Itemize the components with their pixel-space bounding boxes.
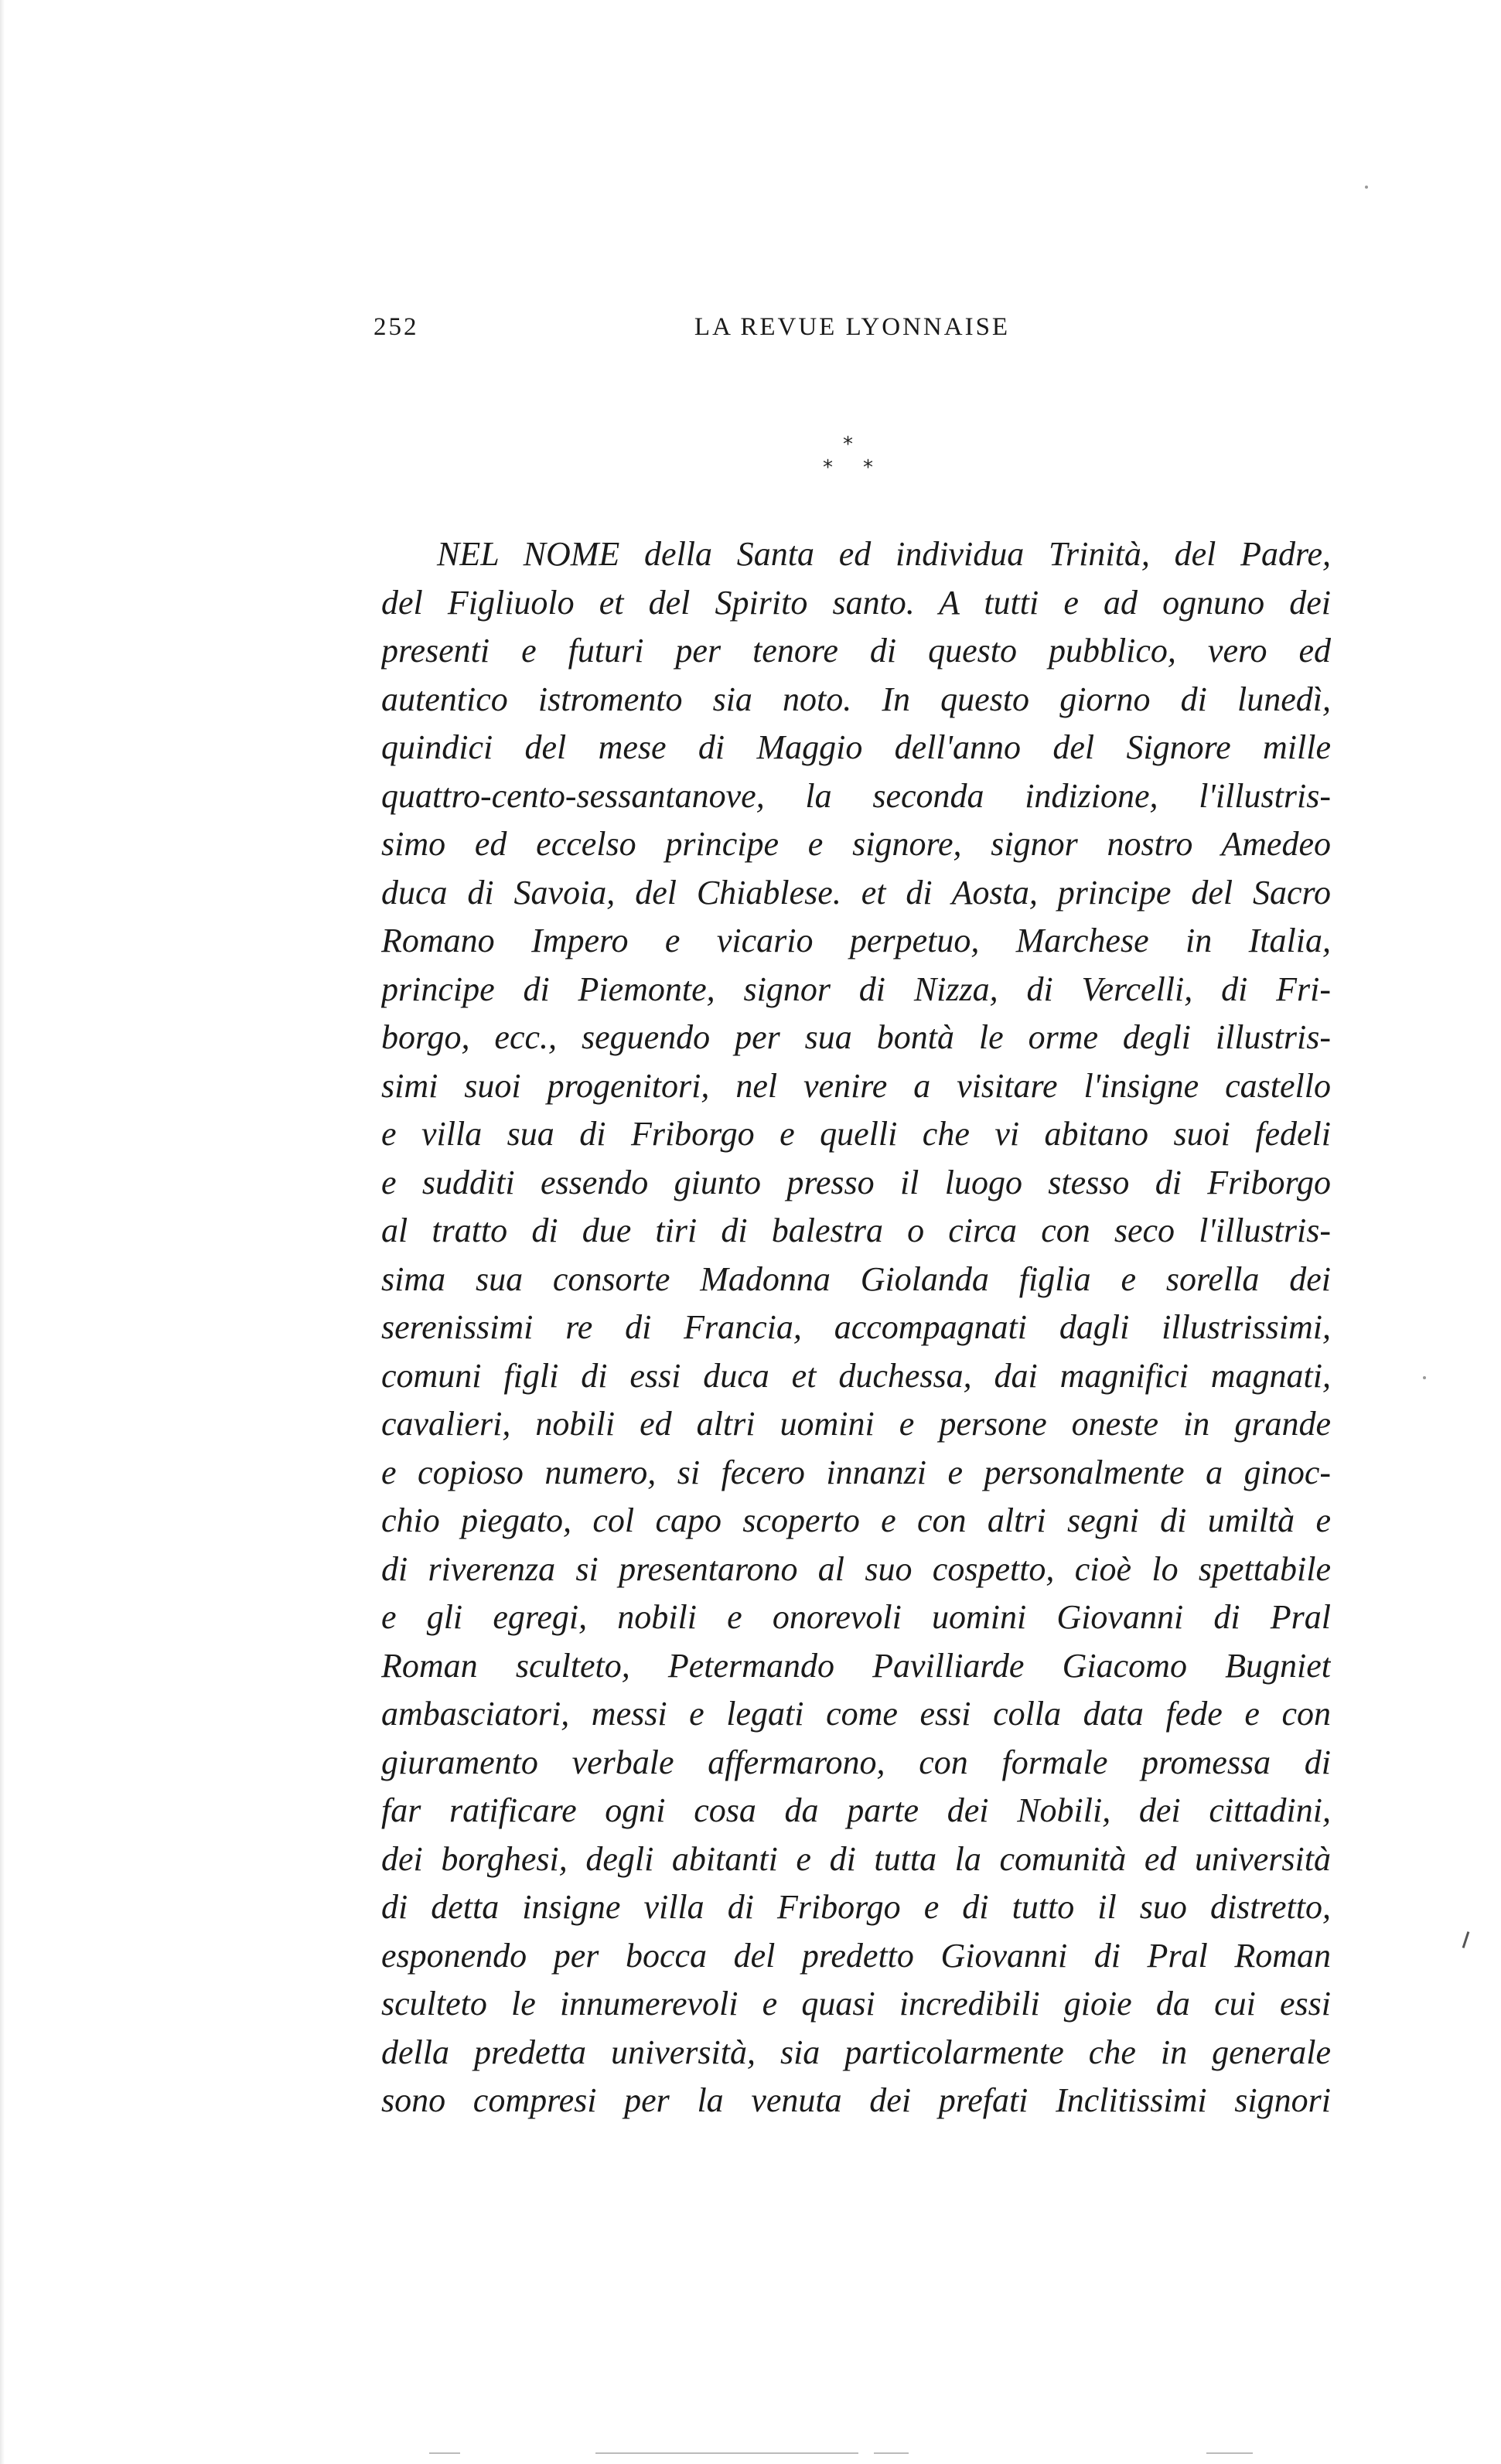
text-line: al tratto di due tiri di balestra o circa con seco l'illustris- [381, 1212, 1331, 1249]
text-line: serenissimi re di Francia, accompagnati dagli illustrissimi, [381, 1308, 1331, 1346]
text-line: simo ed eccelso principe e signore, signor nostro Amedeo [381, 825, 1331, 863]
text-line: giuramento verbale affermarono, con formale promessa di [381, 1743, 1331, 1781]
text-line: quindici del mese di Maggio dell'anno del Signore mille [381, 728, 1331, 766]
text-line: della predetta università, sia particolarmente che in generale [381, 2033, 1331, 2071]
asterism-star: * [823, 456, 833, 479]
scan-speck [1423, 1376, 1426, 1379]
text-line: dei borghesi, degli abitanti e di tutta la comunità ed università [381, 1839, 1331, 1878]
asterism-star: * [843, 433, 853, 456]
text-line: di detta insigne villa di Friborgo e di tutto il suo distretto, [381, 1888, 1331, 1926]
text-line: presenti e futuri per tenore di questo pubblico, vero ed [381, 632, 1331, 670]
text-line: cavalieri, nobili ed altri uomini e persone oneste in grande [381, 1405, 1331, 1443]
text-line: NEL NOME della Santa ed individua Trinità, del Padre, [437, 535, 1331, 573]
text-line: simi suoi progenitori, nel venire a visitare l'insigne castello [381, 1066, 1331, 1105]
text-line: e sudditi essendo giunto presso il luogo stesso di Friborgo [381, 1163, 1331, 1201]
text-line: Roman sculteto, Petermando Pavilliarde Giacomo Bugniet [381, 1646, 1331, 1685]
text-line: quattro-cento-sessantanove, la seconda indizione, l'illustris- [381, 776, 1331, 815]
text-line: borgo, ecc., seguendo per sua bontà le orme degli illustris- [381, 1018, 1331, 1056]
scan-rule [874, 2452, 909, 2454]
scan-speck [1365, 186, 1368, 189]
page-number: 252 [374, 313, 419, 341]
text-line: comuni figli di essi duca et duchessa, dai magnifici magnati, [381, 1356, 1331, 1395]
text-line: principe di Piemonte, signor di Nizza, di Vercelli, di Fri- [381, 970, 1331, 1008]
text-line: autentico istromento sia noto. In questo giorno di lunedì, [381, 680, 1331, 718]
text-line: e villa sua di Friborgo e quelli che vi abitano suoi fedeli [381, 1115, 1331, 1153]
text-line: e gli egregi, nobili e onorevoli uomini Giovanni di Pral [381, 1598, 1331, 1636]
asterism-ornament [818, 433, 888, 495]
scan-speck [1462, 1931, 1470, 1948]
document-body-text [381, 530, 1331, 2125]
text-line: sono compresi per la venuta dei prefati Inclitissimi signori [381, 2081, 1331, 2119]
text-line: sima sua consorte Madonna Giolanda figlia e sorella dei [381, 1259, 1331, 1298]
text-line: e copioso numero, si fecero innanzi e personalmente a ginoc- [381, 1453, 1331, 1491]
scan-edge-shadow [0, 0, 5, 2464]
text-line: ambasciatori, messi e legati come essi colla data fede e con [381, 1695, 1331, 1733]
running-head [374, 313, 1331, 353]
scan-rule [595, 2452, 858, 2454]
text-line: esponendo per bocca del predetto Giovanni di Pral Roman [381, 1936, 1331, 1975]
journal-title: LA REVUE LYONNAISE [694, 313, 1011, 341]
text-line: Romano Impero e vicario perpetuo, Marchese in Italia, [381, 922, 1331, 959]
asterism-star: * [863, 456, 873, 479]
text-line: del Figliuolo et del Spirito santo. A tutti e ad ognuno dei [381, 583, 1331, 622]
text-line: sculteto le innumerevoli e quasi incredibili gioie da cui essi [381, 1985, 1331, 2023]
text-line: far ratificare ogni cosa da parte dei Nobili, dei cittadini, [381, 1791, 1331, 1829]
scan-rule [429, 2452, 460, 2454]
scan-rule [1206, 2452, 1253, 2454]
text-line: di riverenza si presentarono al suo cospetto, cioè lo spettabile [381, 1549, 1331, 1588]
text-line: chio piegato, col capo scoperto e con altri segni di umiltà e [381, 1501, 1331, 1539]
text-line: duca di Savoia, del Chiablese. et di Aosta, principe del Sacro [381, 873, 1331, 912]
